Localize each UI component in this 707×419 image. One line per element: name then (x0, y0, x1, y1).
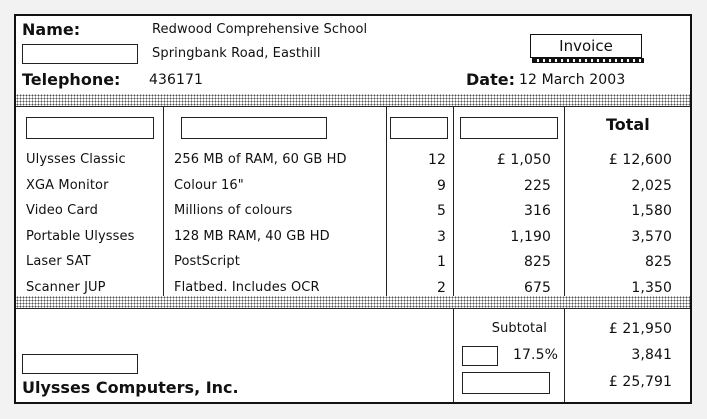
tax-value: 3,841 (631, 347, 672, 363)
quantity-cell: 1 (436, 254, 446, 270)
column-divider (453, 106, 454, 296)
product-cell: Video Card (26, 203, 98, 218)
description-cell: Flatbed. Includes OCR (174, 279, 320, 295)
invoice-form (14, 14, 692, 404)
quantity-header-field[interactable] (390, 117, 448, 139)
invoice-button-pattern (532, 58, 644, 63)
quantity-cell: 12 (427, 152, 446, 168)
product-cell: Laser SAT (26, 254, 91, 269)
description-cell: PostScript (174, 254, 240, 269)
price-cell: 1,190 (510, 228, 551, 245)
column-divider (453, 308, 454, 402)
description-cell: Millions of colours (174, 203, 293, 218)
price-cell: 675 (523, 279, 551, 296)
table-top-line (16, 106, 690, 107)
total-cell: 825 (644, 254, 672, 270)
company-input-field[interactable] (22, 354, 138, 374)
price-cell: 825 (523, 254, 551, 270)
description-cell: Colour 16" (174, 177, 244, 193)
total-cell: 1,350 (631, 279, 672, 296)
telephone-value: 436171 (149, 72, 204, 88)
total-cell: 3,570 (631, 228, 672, 245)
product-cell: Ulysses Classic (26, 152, 126, 167)
grand-total-label-field[interactable] (462, 372, 550, 394)
quantity-cell: 2 (436, 279, 446, 296)
product-cell: Scanner JUP (26, 279, 106, 295)
invoice-button[interactable]: Invoice (530, 34, 642, 58)
quantity-cell: 9 (436, 177, 446, 194)
customer-name: Redwood Comprehensive School (152, 22, 368, 37)
price-cell: 316 (523, 203, 551, 219)
total-cell: £ 12,600 (608, 152, 672, 168)
company-name: Ulysses Computers, Inc. (22, 378, 239, 397)
quantity-cell: 3 (436, 228, 446, 245)
description-header-field[interactable] (181, 117, 327, 139)
customer-address: Springbank Road, Easthill (152, 46, 321, 61)
price-cell: £ 1,050 (496, 152, 551, 168)
product-header-field[interactable] (26, 117, 154, 139)
column-divider (163, 106, 164, 296)
total-column-header: Total (606, 115, 650, 134)
separator-band-top (16, 94, 690, 106)
column-divider (386, 106, 387, 296)
tax-rate: 17.5% (513, 347, 558, 363)
description-cell: 128 MB RAM, 40 GB HD (174, 228, 330, 244)
subtotal-label: Subtotal (491, 321, 547, 336)
name-input-field[interactable] (22, 44, 138, 64)
telephone-label: Telephone: (22, 70, 121, 89)
description-cell: 256 MB of RAM, 60 GB HD (174, 152, 347, 167)
quantity-cell: 5 (436, 203, 446, 219)
date-value: 12 March 2003 (519, 72, 626, 88)
tax-rate-field[interactable] (462, 346, 498, 366)
total-cell: 2,025 (631, 177, 672, 194)
product-cell: XGA Monitor (26, 177, 109, 193)
price-cell: 225 (523, 177, 551, 194)
column-divider (564, 106, 565, 402)
price-header-field[interactable] (460, 117, 558, 139)
date-label: Date: (466, 70, 515, 89)
grand-total-value: £ 25,791 (608, 374, 672, 390)
separator-band-bottom (16, 296, 690, 308)
name-label: Name: (22, 20, 81, 39)
subtotal-value: £ 21,950 (608, 321, 672, 337)
total-cell: 1,580 (631, 203, 672, 219)
footer-top-line (16, 308, 690, 309)
product-cell: Portable Ulysses (26, 228, 135, 244)
